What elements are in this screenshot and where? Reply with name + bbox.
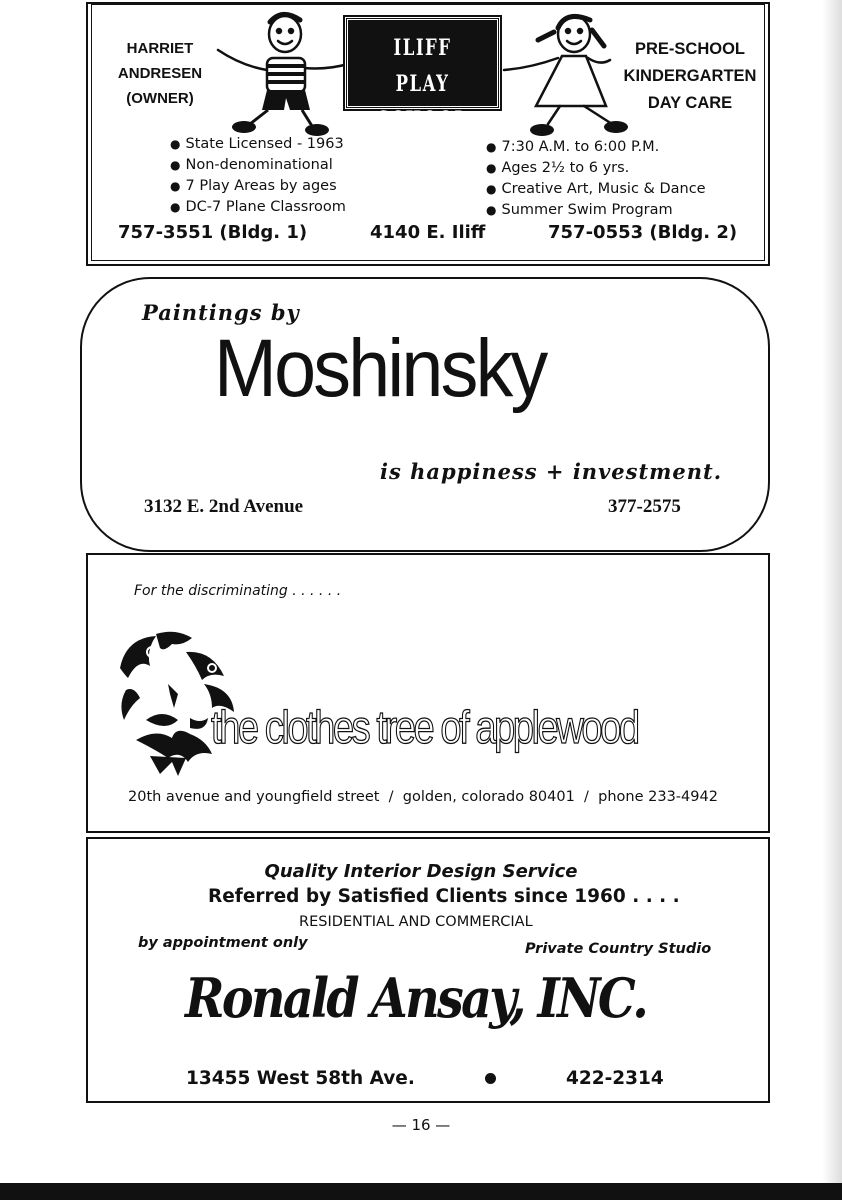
appointment-note: by appointment only	[138, 935, 308, 951]
bottom-scan-bar	[0, 1183, 842, 1200]
page-number: — 16 —	[391, 1116, 451, 1134]
phone-bldg-1: 757-3551 (Bldg. 1)	[118, 222, 308, 243]
gallery-address: 3132 E. 2nd Avenue	[144, 496, 304, 517]
store-name: the clothes tree of applewood	[211, 701, 638, 753]
studio-note: Private Country Studio	[525, 941, 712, 957]
feature-item: ● Creative Art, Music & Dance	[486, 179, 706, 200]
sign-line: ILIFF PLAY	[393, 35, 452, 97]
girl-cartoon	[500, 6, 630, 138]
school-address: 4140 E. Iliff	[370, 222, 486, 243]
owner-line: (OWNER)	[126, 90, 194, 107]
sign-line: SCHOOL	[377, 107, 468, 133]
feature-item: ● 7 Play Areas by ages	[170, 176, 346, 197]
ansay-phone: 422-2314	[566, 1068, 664, 1089]
program-line: DAY CARE	[647, 94, 733, 112]
referred-line: Referred by Satisfied Clients since 1960 . . . .	[208, 886, 680, 907]
owner-line: HARRIET	[126, 40, 194, 57]
owner-line: ANDRESEN	[117, 65, 203, 82]
phone-bldg-2: 757-0553 (Bldg. 2)	[548, 222, 738, 243]
owner-block	[110, 36, 210, 111]
feature-item: ● State Licensed - 1963	[170, 134, 346, 155]
program-line: KINDERGARTEN	[623, 67, 757, 85]
right-features	[486, 137, 706, 221]
residential-line: RESIDENTIAL AND COMMERCIAL	[299, 914, 533, 930]
company-name: Ronald Ansay, INC.	[185, 966, 647, 1030]
happiness-tagline: is happiness + investment.	[380, 459, 723, 484]
paintings-by: Paintings by	[142, 300, 300, 325]
feature-item: ● Ages 2½ to 6 yrs.	[486, 158, 706, 179]
program-line: PRE-SCHOOL	[634, 40, 745, 58]
school-sign	[345, 17, 500, 133]
separator-dot	[485, 1073, 496, 1084]
feature-item: ● 7:30 A.M. to 6:00 P.M.	[486, 137, 706, 158]
feature-item: ● Non-denominational	[170, 155, 346, 176]
gallery-phone: 377-2575	[608, 496, 681, 517]
artist-name: Moshinsky	[214, 323, 546, 414]
discriminating-intro: For the discriminating . . . . . .	[134, 583, 342, 599]
feature-item: ● Summer Swim Program	[486, 200, 706, 221]
store-footer: 20th avenue and youngfield street / golden, colorado 80401 / phone 233-4942	[128, 789, 718, 805]
left-features	[170, 134, 346, 218]
program-block	[620, 36, 760, 117]
boy-cartoon	[212, 6, 352, 138]
page-edge-shadow	[822, 0, 842, 1200]
ansay-address: 13455 West 58th Ave.	[186, 1068, 415, 1089]
feature-item: ● DC-7 Plane Classroom	[170, 197, 346, 218]
quality-line: Quality Interior Design Service	[264, 861, 578, 882]
